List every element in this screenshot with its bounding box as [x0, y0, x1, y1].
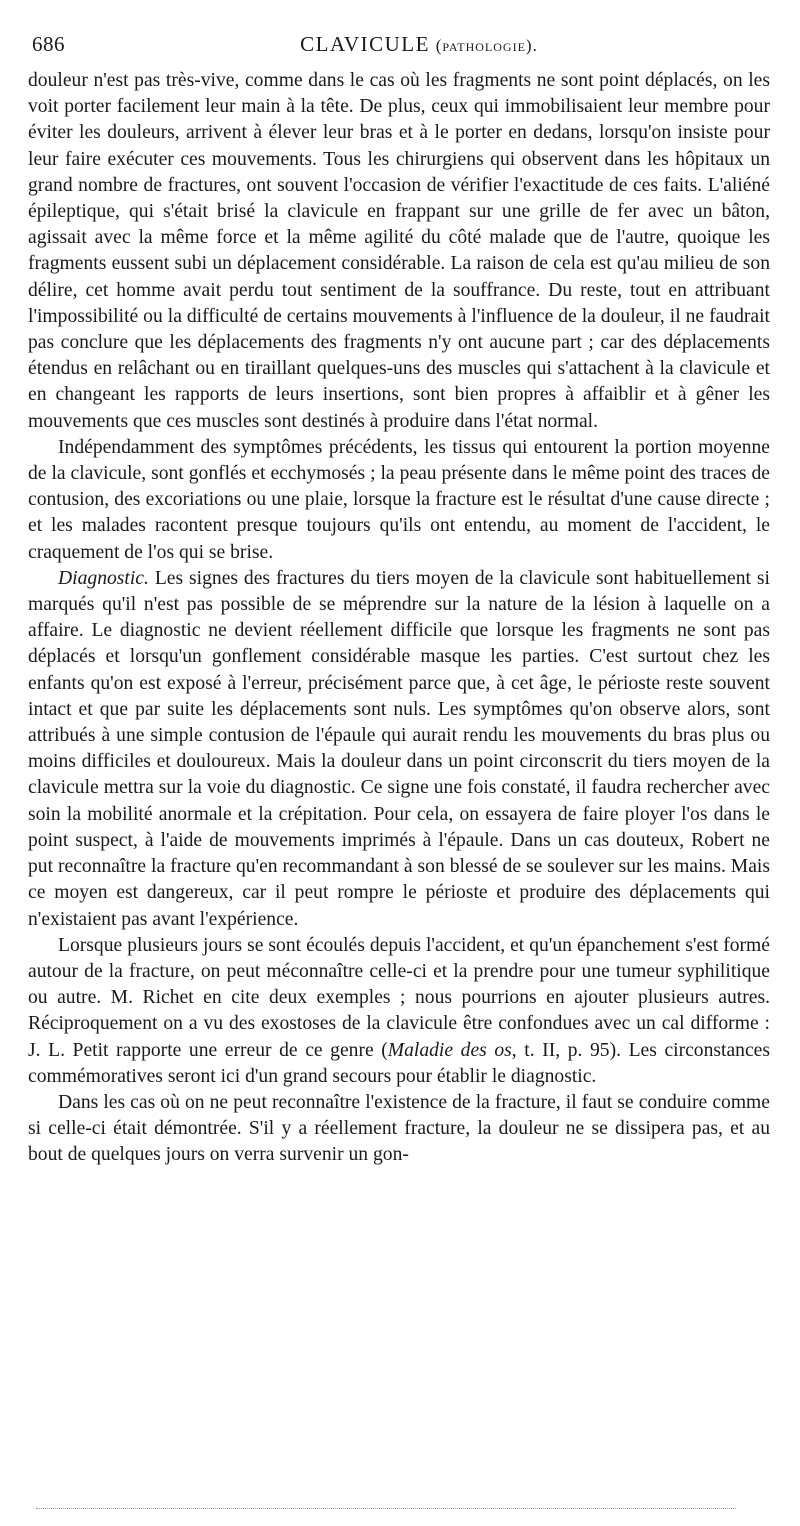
paragraph-2: Indépendamment des symptômes précédents, les tissus qui entourent la portion moyenne de la clavicule, sont gonflés et ecchymosés ; la peau présente dans le même point des traces de contusion, des excoriations ou une plaie, lorsque la fracture est le résultat d'une cause directe ; et les malades racontent presque toujours qu'ils ont entendu, au moment de l'accident, le craquement de l'os qui se brise.	[28, 436, 770, 563]
running-title-main: CLAVICULE	[300, 32, 430, 56]
paragraph-1: douleur n'est pas très-vive, comme dans le cas où les fragments ne sont point déplacés, on les voit porter facilement leur main à la tête. De plus, ceux qui immobilisaient leur membre pour éviter les douleurs, arrivent à élever leur bras et à le porter en dedans, lorsqu'on insiste pour leur faire exécuter ces mouvements. Tous les chirurgiens qui observent dans les hôpitaux un grand nombre de fractures, ont souvent l'occasion de vérifier l'exactitude de ces faits. L'aliéné épileptique, qui s'était brisé la clavicule en frappant sur une grille de fer avec un bâton, agissait avec la même force et la même agilité du côté malade que de l'autre, quoique les fragments eussent subi un déplacement considérable. La raison de cela est qu'au milieu de son délire, cet homme avait perdu tout sentiment de la souffrance. Du reste, tout en attribuant l'impossibilité ou la difficulté de certains mouvements à l'influence de la douleur, il ne faudrait pas conclure que les déplacements des fragments n'y ont aucune part ; car des déplacements étendus en relâchant ou en tiraillant quelques-uns des muscles qui s'attachent à la clavicule et en changeant les rapports de leurs insertions, sont bien propres à affaiblir et à gêner les mouvements que ces muscles sont destinés à produire dans l'état normal.	[28, 70, 770, 432]
section-label-diagnostic: Diagnostic.	[58, 567, 149, 589]
paragraph-5: Dans les cas où on ne peut reconnaître l'existence de la fracture, il faut se conduire comme si celle-ci était démontrée. S'il y a réellement fracture, la douleur ne se dissipera pas, et au bout de quelques jours on verra survenir un gon-	[28, 1091, 770, 1166]
paragraph-3	[28, 566, 770, 933]
paragraph-4-text-before: Lorsque plusieurs jours se sont écoulés depuis l'accident, et qu'un épanchement s'est formé autour de la fracture, on peut méconnaître celle-ci et la prendre pour une tumeur syphilitique ou autre. M. Richet en cite deux exemples ; nous pourrions en ajouter plusieurs autres. Réciproquement on a vu des exostoses de la clavicule être confondues avec un cal difforme : J. L. Petit rapporte une erreur de ce genre (	[28, 934, 770, 1061]
book-title-citation: Maladie des os	[387, 1039, 512, 1061]
paragraph-4	[28, 933, 770, 1090]
page-number: 686	[32, 32, 65, 56]
page-header	[28, 22, 770, 58]
running-title	[28, 32, 770, 57]
footer-dotted-rule	[36, 1508, 736, 1509]
paragraph-4-text-after: , t. II, p. 95). Les circonstances commémoratives seront ici d'un grand secours pour établir le diagnostic.	[28, 1039, 770, 1087]
running-title-sub: (pathologie).	[435, 36, 538, 55]
body-text	[28, 68, 770, 1169]
document-page	[28, 22, 770, 1169]
paragraph-3-text: Les signes des fractures du tiers moyen de la clavicule sont habituellement si marqués qu'il n'est pas possible de se méprendre sur la nature de la lésion à laquelle on a affaire. Le diagnostic ne devient réellement difficile que lorsque les fragments ne sont pas déplacés et lorsqu'un gonflement considérable masque les parties. C'est surtout chez les enfants qu'on est exposé à l'erreur, précisément parce que, à cet âge, le périoste reste souvent intact et que par suite les déplacements sont nuls. Les symptômes qu'on observe alors, sont attribués à une simple contusion de l'épaule qui aurait rendu les mouvements du bras plus ou moins difficiles et douloureux. Mais la douleur dans un point circonscrit du tiers moyen de la clavicule mettra sur la voie du diagnostic. Ce signe une fois constaté, il faudra rechercher avec soin la mobilité anormale et la crépitation. Pour cela, on essayera de faire ployer l'os dans le point suspect, à l'aide de mouvements imprimés à l'épaule. Dans un cas douteux, Robert ne put reconnaître la fracture qu'en recommandant à son blessé de se soulever sur les mains. Mais ce moyen est dangereux, car il peut rompre le périoste et produire des déplacements qui n'existaient pas avant l'expérience.	[28, 567, 770, 930]
